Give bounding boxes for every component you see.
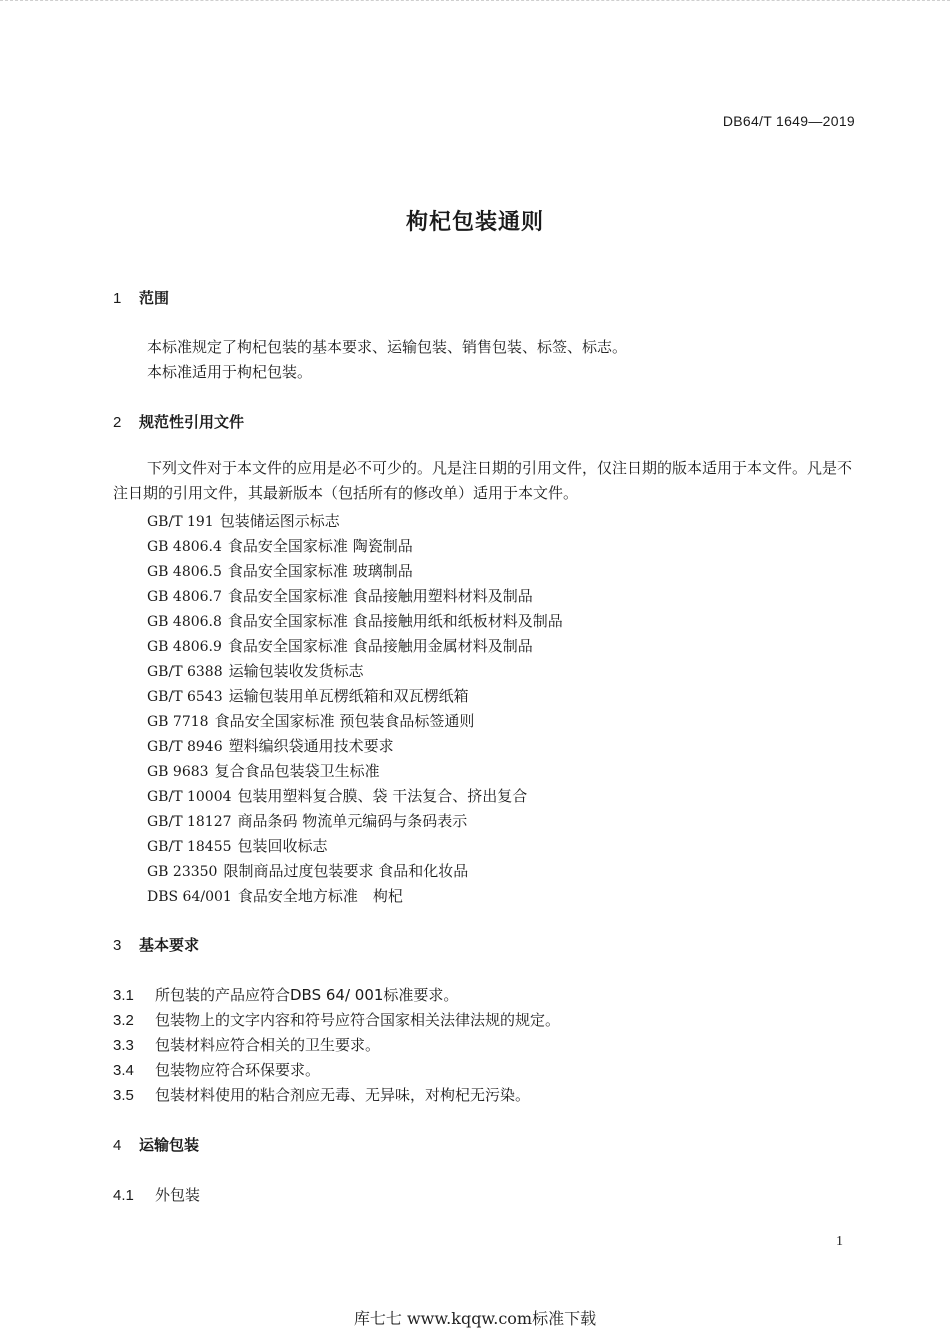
reference-title: 商品条码 物流单元编码与条码表示 — [237, 812, 468, 830]
scope-paragraph-2: 本标准适用于枸杞包装。 — [147, 363, 313, 381]
section-title: 范围 — [139, 289, 170, 307]
clause-3-1 — [113, 984, 458, 1005]
list-item — [147, 734, 563, 759]
reference-code: GB/T 191 — [147, 514, 214, 530]
clause-3-5 — [113, 1084, 530, 1105]
list-item — [147, 784, 563, 809]
reference-title: 包装储运图示标志 — [219, 512, 340, 530]
reference-title: 食品安全国家标准 食品接触用金属材料及制品 — [227, 637, 533, 655]
clause-number: 3.1 — [113, 987, 134, 1004]
section-title: 基本要求 — [139, 936, 200, 954]
clause-number: 3.3 — [113, 1037, 134, 1054]
reference-code: GB 4806.9 — [147, 639, 222, 655]
document-title: 枸杞包装通则 — [405, 210, 544, 235]
list-item — [147, 584, 563, 609]
section-title: 运输包装 — [139, 1136, 200, 1154]
reference-title: 包装回收标志 — [237, 837, 328, 855]
scope-paragraph-1: 本标准规定了枸杞包装的基本要求、运输包装、销售包装、标签、标志。 — [147, 338, 628, 356]
page-number: 1 — [836, 1234, 843, 1249]
reference-title: 运输包装收发货标志 — [228, 662, 364, 680]
list-item — [147, 884, 563, 909]
reference-title: 复合食品包装袋卫生标准 — [214, 762, 380, 780]
list-item — [147, 859, 563, 884]
section-1-heading — [113, 287, 169, 308]
clause-number: 4.1 — [113, 1187, 134, 1204]
clause-number: 3.5 — [113, 1087, 134, 1104]
list-item — [147, 634, 563, 659]
list-item — [147, 709, 563, 734]
reference-title: 运输包装用单瓦楞纸箱和双瓦楞纸箱 — [228, 687, 469, 705]
clause-number: 3.2 — [113, 1012, 134, 1029]
clause-3-3 — [113, 1034, 380, 1055]
reference-title: 塑料编织袋通用技术要求 — [228, 737, 394, 755]
reference-title: 食品安全地方标准 枸杞 — [237, 887, 403, 905]
reference-code: DBS 64/001 — [147, 889, 232, 905]
reference-code: GB/T 18455 — [147, 839, 232, 855]
reference-list — [147, 509, 563, 909]
clause-3-2 — [113, 1009, 560, 1030]
section-title: 规范性引用文件 — [139, 413, 245, 431]
reference-code: GB/T 8946 — [147, 739, 223, 755]
references-intro: 下列文件对于本文件的应用是必不可少的。凡是注日期的引用文件，仅注日期的版本适用于本文件。凡是不注日期的引用文件，其最新版本（包括所有的修改单）适用于本文件。 — [113, 459, 853, 502]
clause-text: 外包装 — [155, 1186, 201, 1204]
footer-watermark: 库七七 www.kqqw.com标准下载 — [353, 1309, 597, 1328]
reference-title: 食品安全国家标准 玻璃制品 — [227, 562, 413, 580]
reference-code: GB 4806.7 — [147, 589, 222, 605]
section-number: 4 — [113, 1137, 122, 1154]
reference-title: 包装用塑料复合膜、袋 干法复合、挤出复合 — [237, 787, 528, 805]
top-divider — [0, 0, 950, 3]
subsection-4-1-heading — [113, 1184, 200, 1205]
section-number: 2 — [113, 414, 122, 431]
reference-title: 食品安全国家标准 食品接触用塑料材料及制品 — [227, 587, 533, 605]
reference-code: GB/T 10004 — [147, 789, 232, 805]
reference-title: 限制商品过度包装要求 食品和化妆品 — [223, 862, 469, 880]
reference-code: GB 7718 — [147, 714, 209, 730]
section-number: 3 — [113, 937, 122, 954]
list-item — [147, 684, 563, 709]
reference-code: GB/T 6543 — [147, 689, 223, 705]
clause-text: 所包装的产品应符合DBS 64/ 001标准要求。 — [155, 986, 459, 1004]
reference-code: GB 4806.8 — [147, 614, 222, 630]
reference-title: 食品安全国家标准 预包装食品标签通则 — [214, 712, 475, 730]
reference-code: GB 9683 — [147, 764, 209, 780]
reference-code: GB/T 6388 — [147, 664, 223, 680]
reference-code: GB 23350 — [147, 864, 218, 880]
section-number: 1 — [113, 290, 122, 307]
clause-text: 包装材料应符合相关的卫生要求。 — [155, 1036, 381, 1054]
list-item — [147, 834, 563, 859]
list-item — [147, 659, 563, 684]
clause-text: 包装物应符合环保要求。 — [155, 1061, 321, 1079]
clause-text: 包装物上的文字内容和符号应符合国家相关法律法规的规定。 — [155, 1011, 561, 1029]
section-4-heading — [113, 1134, 199, 1155]
section-3-heading — [113, 934, 199, 955]
list-item — [147, 559, 563, 584]
clause-3-4 — [113, 1059, 320, 1080]
list-item — [147, 809, 563, 834]
list-item — [147, 509, 563, 534]
list-item — [147, 534, 563, 559]
clause-number: 3.4 — [113, 1062, 134, 1079]
reference-title: 食品安全国家标准 食品接触用纸和纸板材料及制品 — [227, 612, 563, 630]
list-item — [147, 609, 563, 634]
reference-code: GB 4806.4 — [147, 539, 222, 555]
reference-title: 食品安全国家标准 陶瓷制品 — [227, 537, 413, 555]
section-2-heading — [113, 411, 244, 432]
standard-code: DB64/T 1649—2019 — [722, 113, 855, 129]
reference-code: GB/T 18127 — [147, 814, 232, 830]
list-item — [147, 759, 563, 784]
reference-code: GB 4806.5 — [147, 564, 222, 580]
clause-text: 包装材料使用的粘合剂应无毒、无异味，对枸杞无污染。 — [155, 1086, 531, 1104]
